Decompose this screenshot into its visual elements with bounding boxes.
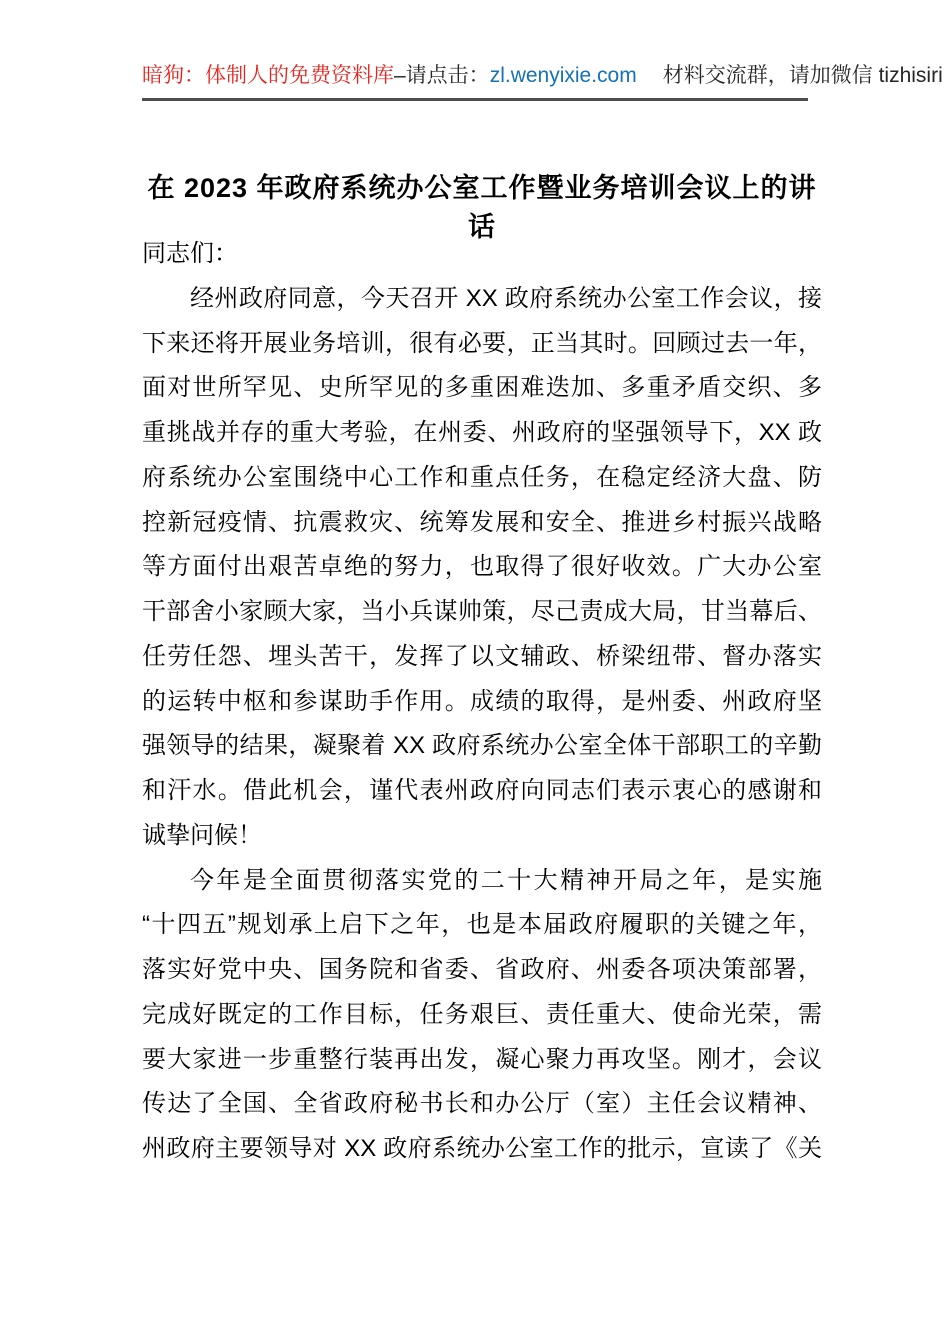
text-line: 要大家进一步重整行装再出发，凝心聚力再攻坚。刚才，会议: [142, 1045, 822, 1073]
text-line: “十四五”规划承上启下之年，也是本届政府履职的关键之年，: [142, 911, 822, 939]
promo-group-text: 材料交流群，请加微信 tizhisiri: [662, 64, 943, 87]
header-divider: [142, 98, 808, 101]
text-line: 强领导的结果，凝聚着 XX 政府系统办公室全体干部职工的辛勤: [142, 732, 822, 760]
text-line: 经州政府同意，今天召开 XX 政府系统办公室工作会议，接: [190, 284, 822, 312]
text-line: 任劳任怨、埋头苦干，发挥了以文辅政、桥梁纽带、督办落实: [142, 642, 822, 670]
promo-click-text: –请点击：: [394, 64, 490, 87]
text-line: 干部舍小家顾大家，当小兵谋帅策，尽己责成大局，甘当幕后、: [142, 598, 822, 625]
text-line: 和汗水。借此机会，谨代表州政府向同志们表示衷心的感谢和: [142, 777, 822, 804]
document-body: [142, 232, 822, 1172]
text-line: 完成好既定的工作目标，任务艰巨、责任重大、使命光荣，需: [142, 1000, 822, 1028]
text-line: 传达了全国、全省政府秘书长和办公厅（室）主任会议精神、: [142, 1090, 822, 1118]
text-line: 州政府主要领导对 XX 政府系统办公室工作的批示，宣读了《关: [142, 1135, 822, 1162]
text-line: 今年是全面贯彻落实党的二十大精神开局之年，是实施: [190, 866, 822, 894]
text-line: 重挑战并存的重大考验，在州委、州政府的坚强领导下，XX 政: [142, 419, 822, 446]
promo-link[interactable]: zl.wenyixie.com: [489, 64, 637, 87]
document-title: 在 2023 年政府系统办公室工作暨业务培训会议上的讲话: [147, 173, 817, 242]
text-line: 诚挚问候！: [142, 821, 262, 849]
text-line: 府系统办公室围绕中心工作和重点任务，在稳定经济大盘、防: [142, 463, 822, 491]
text-line: 的运转中枢和参谋助手作用。成绩的取得，是州委、州政府坚: [142, 687, 822, 715]
text-line: 控新冠疫情、抗震救灾、统筹发展和安全、推进乡村振兴战略: [142, 508, 822, 536]
promo-site-name: 暗狗：体制人的免费资料库: [142, 64, 394, 87]
text-line: 同志们：: [142, 240, 238, 267]
text-line: 落实好党中央、国务院和省委、省政府、州委各项决策部署，: [142, 956, 822, 983]
text-line: 等方面付出艰苦卓绝的努力，也取得了很好收效。广大办公室: [142, 553, 822, 581]
promo-header: [142, 60, 943, 92]
text-line: 下来还将开展业务培训，很有必要，正当其时。回顾过去一年，: [142, 329, 822, 357]
text-line: 面对世所罕见、史所罕见的多重困难迭加、多重矛盾交织、多: [142, 374, 822, 402]
